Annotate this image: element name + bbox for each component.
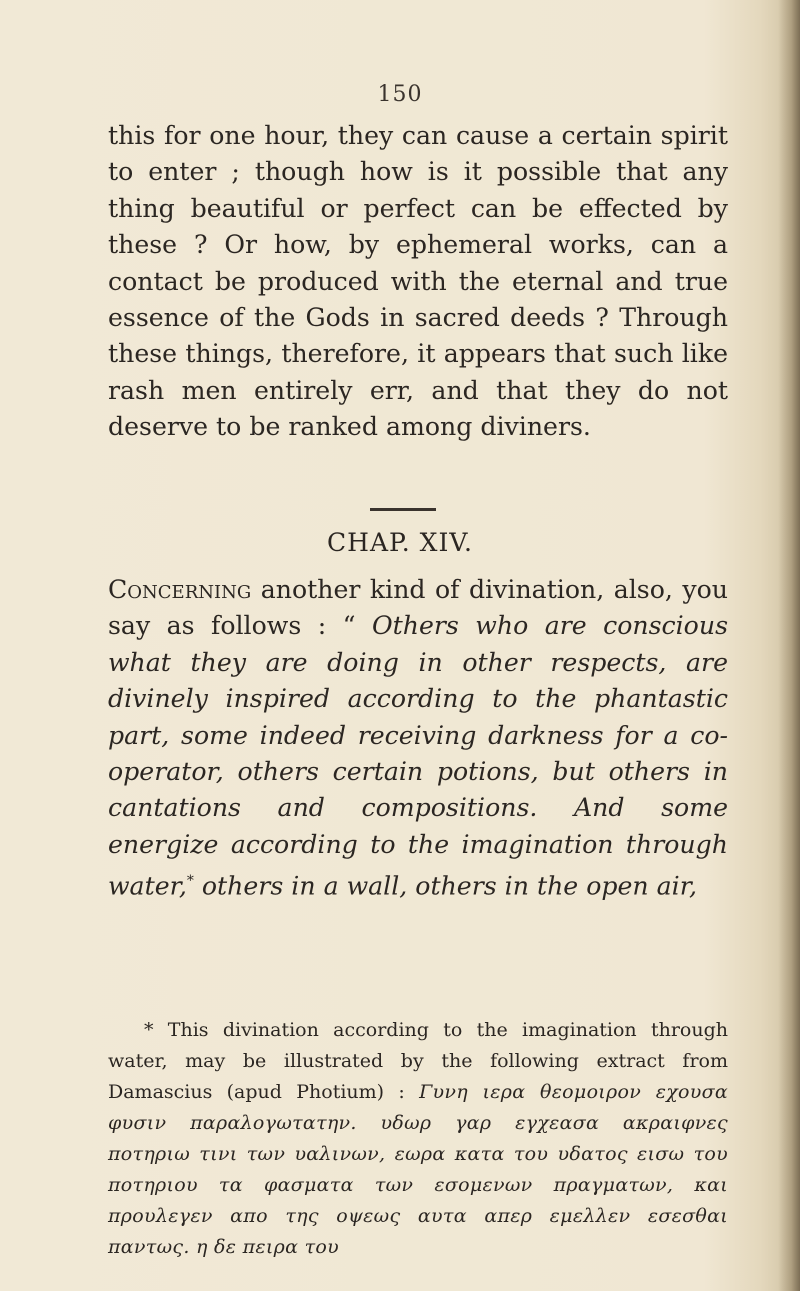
paragraph-chapter	[108, 572, 728, 905]
footnote	[108, 1015, 728, 1263]
chapter-heading: CHAP. XIV.	[327, 528, 473, 557]
footnote-mark: *	[144, 1019, 154, 1041]
dropcap-word: Concerning	[108, 575, 252, 604]
quotation-italic-continued: others in a wall, others in the open air,	[193, 871, 697, 901]
footnote-reference: *	[186, 873, 194, 890]
footnote-text: This divination according to the imagination through water, may be illustrated by the following extract from Damascius (apud Photium) :	[108, 1019, 728, 1103]
paragraph-lead: another kind of divination, also, you say as follows : “	[108, 575, 728, 641]
page-number: 150	[377, 82, 423, 107]
quotation-italic: Others who are conscious what they are doing in other respects, are divinely inspired according to the phantastic part, some indeed receiving darkness for a co-operator, others certain potions, but others in cantations and compositions. And some energize according to the imagination through water,	[108, 611, 728, 901]
paragraph-top: this for one hour, they can cause a certain spirit to enter ; though how is it possible that any thing beautiful or perfect can be effected by these ? Or how, by ephemeral works, can a contact be produced with the eternal and true essence of the Gods in sacred deeds ? Through these things, therefore, it appears that such like rash men entirely err, and that they do not deserve to be ranked among diviners.	[108, 121, 728, 442]
footnote-body	[108, 1015, 728, 1263]
page-edge-shadow	[778, 0, 800, 1291]
section-rule	[370, 508, 436, 511]
footnote-greek: Γυνη ιερα θεομοιρον εχουσα φυσιν παραλογωτατην. υδωρ γαρ εγχεασα ακραιφνες ποτηριω τινι των υαλινων, εωρα κατα του υδατος εισω του ποτηριου τα φασματα των εσομενων πραγματων, και προυλεγεν απο της οψεως αυτα απερ εμελλεν εσεσθαι παντως. η δε πειρα του	[108, 1081, 729, 1258]
